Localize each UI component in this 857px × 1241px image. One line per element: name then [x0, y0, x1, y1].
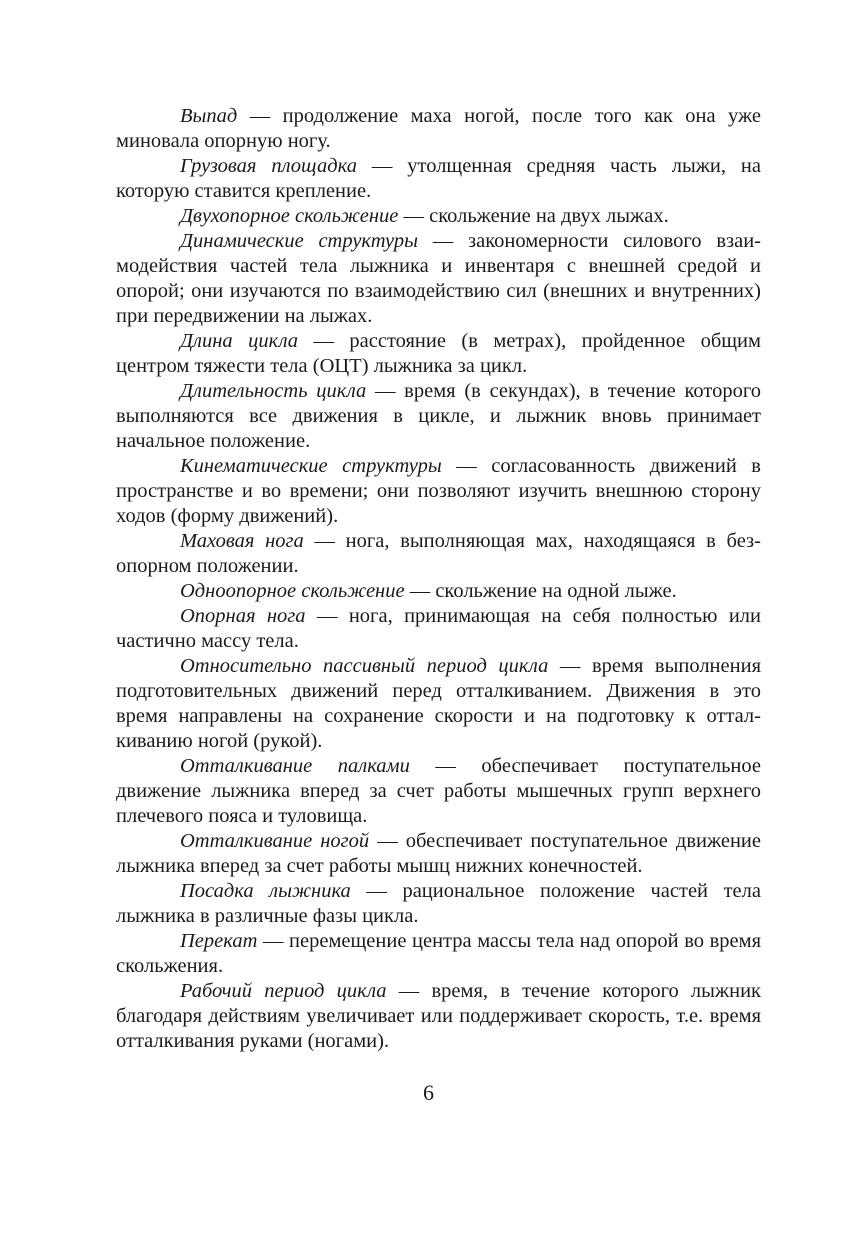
glossary-definition: — закономерности силового взаимодействия частей тела лыжника и инвентаря с внешней средой и опорой; они изучаются по взаимодействию сил (внешних и внутренних) при передвижении на лыжах.: [116, 230, 761, 327]
glossary-term: Длина цикла: [180, 330, 299, 352]
glossary-definition: — время (в секундах), в течение которого выполняются все движения в цикле, и лыжник вновь принимает начальное положение.: [116, 380, 761, 452]
glossary-definition: — время выполнения подготовительных движений перед отталкиванием. Движения в это время направлены на сохранение скорости и на подготовку к отталкиванию ногой (рукой).: [116, 655, 761, 752]
glossary-entry: [116, 204, 761, 229]
glossary-entry: [116, 529, 761, 579]
glossary-entry: [116, 829, 761, 879]
glossary-term: Опорная нога: [180, 605, 306, 627]
glossary-entry: [116, 929, 761, 979]
glossary-entry: [116, 104, 761, 154]
glossary-entry: [116, 654, 761, 754]
glossary-definition: — время, в течение которого лыжник благодаря действиям увеличивает или поддерживает скорость, т.е. время отталкивания руками (ногами).: [116, 980, 761, 1052]
glossary-term: Отталкивание палками: [180, 755, 410, 777]
glossary-entry: [116, 754, 761, 829]
glossary-definition: — утолщенная средняя часть лыжи, на которую ставится крепление.: [116, 155, 761, 202]
glossary-entry: [116, 329, 761, 379]
glossary-definition: — расстояние (в метрах), пройденное общим центром тяжести тела (ОЦТ) лыжника за цикл.: [116, 330, 761, 377]
glossary-definition: — скольжение на двух лыжах.: [398, 205, 669, 227]
glossary-term: Кинематические структуры: [180, 455, 442, 477]
glossary-definition: — нога, выполняющая мах, находящаяся в безопорном положении.: [116, 530, 761, 577]
glossary-term: Длительность цикла: [180, 380, 367, 402]
glossary-entry: [116, 579, 761, 604]
glossary-entry: [116, 379, 761, 454]
glossary-term: Рабочий период цикла: [180, 980, 387, 1002]
glossary-entry: [116, 229, 761, 329]
glossary-term: Одноопорное скольжение: [180, 580, 405, 602]
glossary-term: Грузовая площадка: [180, 155, 357, 177]
glossary-definition: — рациональное положение частей тела лыжника в различные фазы цикла.: [116, 880, 761, 927]
glossary-entry: [116, 604, 761, 654]
glossary-term: Выпад: [180, 105, 238, 127]
glossary-term: Перекат: [180, 930, 258, 952]
glossary-term: Двухопорное скольжение: [180, 205, 399, 227]
glossary-term: Динамические структуры: [180, 230, 419, 252]
glossary-definition: — обеспечивает поступательное движение лыжника вперед за счет работы мышц нижних конечностей.: [116, 830, 762, 877]
glossary-page: [116, 104, 761, 1054]
glossary-entry: [116, 454, 761, 529]
glossary-entry: [116, 979, 761, 1054]
glossary-definition: — обеспечивает поступательное движение лыжника вперед за счет работы мышечных групп верхнего плечевого пояса и туловища.: [116, 755, 761, 827]
page-number: 6: [423, 1080, 434, 1105]
glossary-entry: [116, 154, 761, 204]
glossary-definition: — нога, принимающая на себя полностью или частично массу тела.: [116, 605, 761, 652]
glossary-term: Отталкивание ногой: [180, 830, 370, 852]
glossary-definition: — согласованность движений в пространстве и во времени; они позволяют изучить внешнюю сторону ходов (форму движений).: [116, 455, 761, 527]
glossary-definition: — перемещение центра массы тела над опорой во время скольжения.: [116, 930, 761, 977]
glossary-term: Относительно пассивный период цикла: [180, 655, 549, 677]
glossary-definition: — продолжение маха ногой, после того как она уже миновала опорную ногу.: [116, 105, 761, 152]
glossary-term: Маховая нога: [180, 530, 304, 552]
glossary-definition: — скольжение на одной лыже.: [404, 580, 677, 602]
glossary-entry: [116, 879, 761, 929]
glossary-term: Посадка лыжника: [180, 880, 351, 902]
